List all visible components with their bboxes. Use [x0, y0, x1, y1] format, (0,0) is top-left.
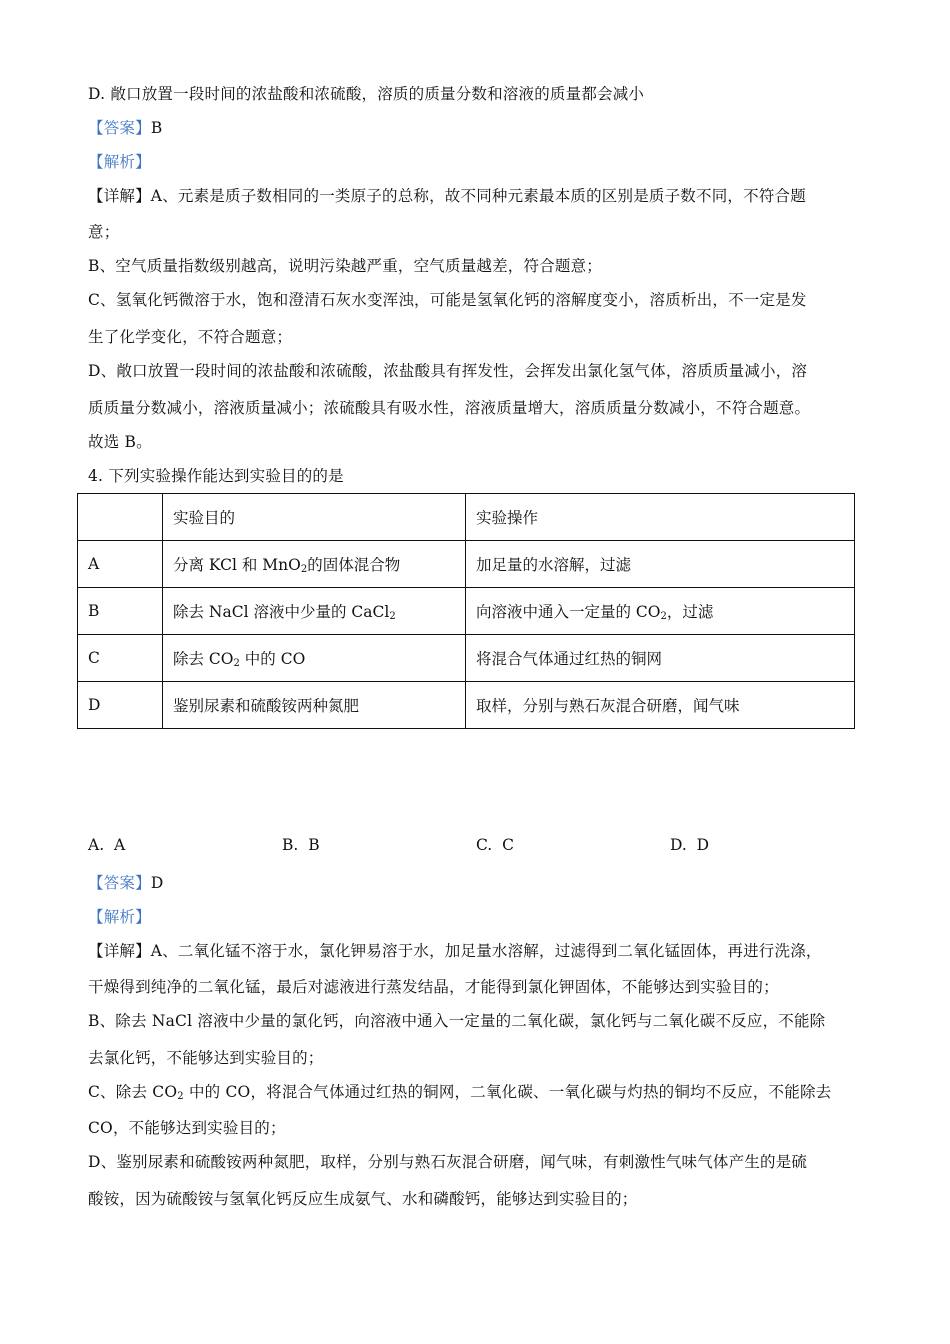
- answer-label: 【答案】: [88, 119, 151, 137]
- prev-detail-line: 质质量分数减小，溶液质量减小；浓硫酸具有吸水性，溶液质量增大，溶质质量分数减小，不符合题意。: [88, 399, 811, 417]
- answer-label: 【答案】: [88, 874, 151, 892]
- table-row: [78, 635, 855, 682]
- prev-detail-line: B、空气质量指数级别越高，说明污染越严重，空气质量越差，符合题意；: [88, 257, 602, 275]
- row-operation: 取样，分别与熟石灰混合研磨，闻气味: [466, 682, 855, 729]
- header-blank: [78, 494, 163, 541]
- header-goal: 实验目的: [163, 494, 466, 541]
- row-goal: 除去 NaCl 溶液中少量的 CaCl$_2$: [163, 588, 466, 635]
- prev-detail-line: 故选 B。: [88, 433, 152, 451]
- prev-detail-line: C、氢氧化钙微溶于水，饱和澄清石灰水变浑浊，可能是氢氧化钙的溶解度变小，溶质析出，不一定是发: [88, 291, 807, 309]
- q4-detail-line: CO，不能够达到实验目的；: [88, 1119, 286, 1137]
- q4-detail-line: 干燥得到纯净的二氧化锰，最后对滤液进行蒸发结晶，才能得到氯化钾固体，不能够达到实验目的；: [88, 978, 779, 996]
- answer-value: B: [150, 119, 163, 137]
- prev-detail-line: 生了化学变化，不符合题意；: [88, 328, 293, 346]
- prev-detail-line: D、敞口放置一段时间的浓盐酸和浓硫酸，浓盐酸具有挥发性，会挥发出氯化氢气体，溶质质量减小，溶: [88, 362, 808, 380]
- prev-detail-line: 【详解】A、元素是质子数相同的一类原子的总称，故不同种元素最本质的区别是质子数不同，不符合题: [88, 187, 806, 205]
- row-operation: 向溶液中通入一定量的 $CO_2$，过滤: [466, 588, 855, 635]
- q4-detail-line: 去氯化钙，不能够达到实验目的；: [88, 1049, 324, 1067]
- table-row: [78, 682, 855, 729]
- row-operation: 加足量的水溶解，过滤: [466, 541, 855, 588]
- prev-answer: [88, 116, 162, 138]
- q4-detail-line: D、鉴别尿素和硫酸铵两种氮肥，取样，分别与熟石灰混合研磨，闻气味，有刺激性气味气体产生的是硫: [88, 1153, 808, 1171]
- q4-detail-line: B、除去 NaCl 溶液中少量的氯化钙，向溶液中通入一定量的二氧化碳，氯化钙与二氧化碳不反应，不能除: [88, 1012, 826, 1030]
- question-4-stem: 4. 下列实验操作能达到实验目的的是: [88, 467, 344, 485]
- option-a: A. A: [88, 836, 126, 854]
- prev-analysis-label: 【解析】: [88, 153, 151, 171]
- q4-detail-line: 酸铵，因为硫酸铵与氢氧化钙反应生成氨气、水和磷酸钙，能够达到实验目的；: [88, 1190, 638, 1208]
- row-label: D: [78, 682, 163, 729]
- prev-option-d: D. 敞口放置一段时间的浓盐酸和浓硫酸，溶质的质量分数和溶液的质量都会减小: [88, 85, 645, 103]
- row-goal: 分离 KCl 和 MnO$_2$的固体混合物: [163, 541, 466, 588]
- answer-options: [88, 836, 868, 858]
- row-operation: 将混合气体通过红热的铜网: [466, 635, 855, 682]
- prev-detail-line: 意；: [88, 223, 120, 241]
- row-goal: 鉴别尿素和硫酸铵两种氮肥: [163, 682, 466, 729]
- table-row: [78, 541, 855, 588]
- option-b: B. B: [282, 836, 320, 854]
- q4-detail-line: C、除去 $CO_2$ 中的 CO，将混合气体通过红热的铜网，二氧化碳、一氧化碳与灼热的铜均不反应，不能除去: [88, 1083, 832, 1102]
- experiment-table: [77, 493, 855, 729]
- q4-detail-line: 【详解】A、二氧化锰不溶于水，氯化钾易溶于水，加足量水溶解，过滤得到二氧化锰固体，再进行洗涤，: [88, 942, 822, 960]
- row-goal: 除去 $CO_2$ 中的 CO: [163, 635, 466, 682]
- option-c: C. C: [476, 836, 514, 854]
- row-label: C: [78, 635, 163, 682]
- header-operation: 实验操作: [466, 494, 855, 541]
- q4-answer: [88, 871, 163, 893]
- row-label: A: [78, 541, 163, 588]
- table-row: [78, 588, 855, 635]
- table-header-row: [78, 494, 855, 541]
- option-d: D. D: [670, 836, 710, 854]
- q4-analysis-label: 【解析】: [88, 908, 151, 926]
- answer-value: D: [150, 874, 164, 892]
- row-label: B: [78, 588, 163, 635]
